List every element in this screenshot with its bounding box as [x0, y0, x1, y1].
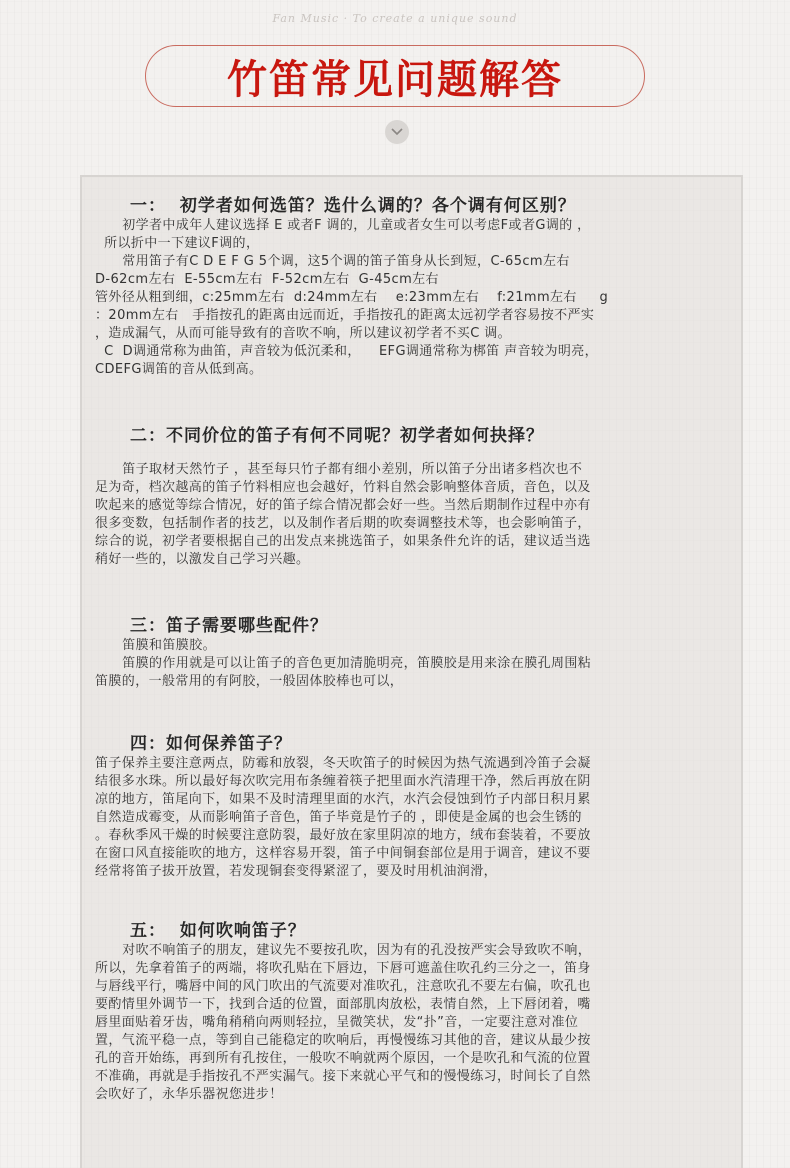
faq-line: 要酌情里外调节一下，找到合适的位置，面部肌肉放松，表情自然，上下唇闭着，嘴: [95, 997, 591, 1012]
faq-line: 所以，先拿着笛子的两端，将吹孔贴在下唇边，下唇可遮盖住吹孔约三分之一，笛身: [95, 961, 591, 976]
faq-line: 足为奇，档次越高的笛子竹料相应也会越好，竹料自然会影响整体音质，音色，以及: [95, 480, 591, 495]
faq-line: 管外径从粗到细，c:25mm左右 d:24mm左右 e:23mm左右 f:21mm左右 g: [95, 290, 609, 305]
faq-line: 常用笛子有C D E F G 5个调，这5个调的笛子笛身从长到短，C-65cm左右: [95, 254, 570, 269]
scroll-down-icon: [385, 120, 409, 144]
faq-line: 笛膜和笛膜胶。: [95, 638, 216, 653]
faq-heading: 三：笛子需要哪些配件？: [130, 616, 328, 636]
faq-line: 结很多水珠。所以最好每次吹完用布条缠着筷子把里面水汽清理干净，然后再放在阴: [95, 774, 591, 789]
faq-line: 不准确，再就是手指按孔不严实漏气。接下来就心平气和的慢慢练习，时间长了自然: [95, 1069, 591, 1084]
faq-line: 笛子取材天然竹子 ，甚至每只竹子都有细小差别，所以笛子分出诸多档次也不: [95, 462, 583, 477]
faq-line: 唇里面贴着牙齿，嘴角稍稍向两则轻拉，呈微笑状，发“扑”音，一定要注意对准位: [95, 1015, 579, 1030]
faq-line: 置，气流平稳一点，等到自己能稳定的吹响后，再慢慢练习其他的音，建议从最少按: [95, 1033, 591, 1048]
faq-section-3: [95, 615, 725, 691]
title-banner: [145, 45, 645, 107]
faq-line: 所以折中一下建议F调的，: [95, 236, 260, 251]
faq-line: 会吹好了，永华乐器祝您进步！: [95, 1087, 283, 1102]
faq-heading: 一： 初学者如何选笛？选什么调的？各个调有何区别？: [130, 196, 576, 216]
faq-line: 对吹不响笛子的朋友，建议先不要按孔吹，因为有的孔没按严实会导致吹不响，: [95, 943, 592, 958]
page-title: 竹笛常见问题解答: [227, 56, 563, 103]
faq-line: 经常将笛子拔开放置，若发现铜套变得紧涩了，要及时用机油润滑，: [95, 864, 498, 879]
faq-line: 凉的地方，笛尾向下，如果不及时清理里面的水汽，水汽会侵蚀到竹子内部日积月累: [95, 792, 591, 807]
faq-line: 笛膜的作用就是可以让笛子的音色更加清脆明亮，笛膜胶是用来涂在膜孔周围粘: [95, 656, 592, 671]
faq-heading: 二：不同价位的笛子有何不同呢？初学者如何抉择？: [130, 426, 544, 446]
faq-line: C D调通常称为曲笛，声音较为低沉柔和， EFG调通常称为梆笛 声音较为明亮，: [95, 344, 599, 359]
faq-line: 初学者中成年人建议选择 E 或者F 调的，儿童或者女生可以考虑F或者G调的 ，: [95, 218, 591, 233]
faq-line: 稍好一些的，以激发自己学习兴趣。: [95, 552, 310, 567]
faq-line: 综合的说，初学者要根据自己的出发点来挑选笛子，如果条件允许的话，建议适当选: [95, 534, 591, 549]
faq-line: D-62cm左右 E-55cm左右 F-52cm左右 G-45cm左右: [95, 272, 439, 287]
tagline: Fan Music · To create a unique sound: [272, 12, 518, 25]
faq-section-2: [95, 425, 725, 569]
faq-line: 很多变数，包括制作者的技艺，以及制作者后期的吹奏调整技术等，也会影响笛子，: [95, 516, 591, 531]
faq-line: 在窗口风直接能吹的地方，这样容易开裂，笛子中间铜套部位是用于调音，建议不要: [95, 846, 591, 861]
faq-line: 吹起来的感觉等综合情况，好的笛子综合情况都会好一些。当然后期制作过程中亦有: [95, 498, 591, 513]
faq-line: 与唇线平行，嘴唇中间的风门吹出的气流要对准吹孔，注意吹孔不要左右偏，吹孔也: [95, 979, 591, 994]
faq-line: 。春秋季风干燥的时候要注意防裂，最好放在家里阴凉的地方，绒布套装着，不要放: [95, 828, 591, 843]
faq-line: 孔的音开始练，再到所有孔按住，一般吹不响就两个原因，一个是吹孔和气流的位置: [95, 1051, 591, 1066]
faq-line: 自然造成霉变，从而影响笛子音色，笛子毕竟是竹子的 ，即使是金属的也会生锈的: [95, 810, 582, 825]
faq-line: ，造成漏气，从而可能导致有的音吹不响，所以建议初学者不买C 调。: [95, 326, 512, 341]
faq-section-4: [95, 733, 725, 881]
faq-line: CDEFG调笛的音从低到高。: [95, 362, 263, 377]
faq-line: 笛膜的，一般常用的有阿胶，一般固体胶棒也可以，: [95, 674, 404, 689]
faq-heading: 五： 如何吹响笛子？: [130, 921, 306, 941]
faq-line: 笛子保养主要注意两点，防霉和放裂，冬天吹笛子的时候因为热气流遇到冷笛子会凝: [95, 756, 591, 771]
faq-section-5: [95, 920, 725, 1104]
faq-heading: 四：如何保养笛子？: [130, 734, 292, 754]
faq-line: ：20mm左右 手指按孔的距离由远而近，手指按孔的距离太远初学者容易按不严实: [95, 308, 595, 323]
faq-section-1: [95, 195, 725, 379]
